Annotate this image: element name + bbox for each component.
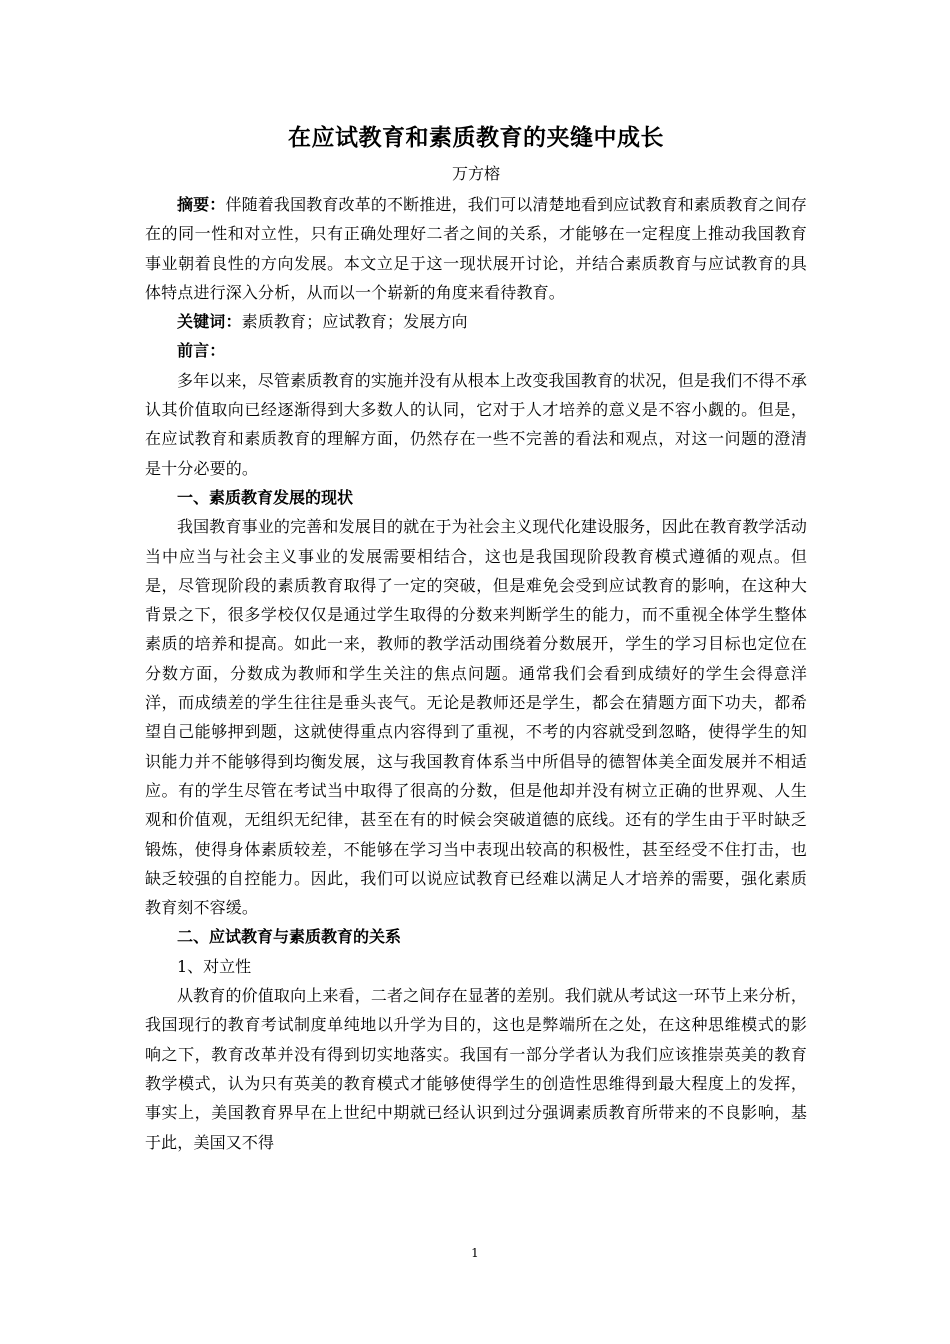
document-body bbox=[145, 116, 807, 1157]
section1-paragraph: 我国教育事业的完善和发展目的就在于为社会主义现代化建设服务，因此在教育教学活动当中应当与社会主义事业的发展需要相结合，这也是我国现阶段教育模式遵循的观点。但是，尽管现阶段的素质教育取得了一定的突破，但是难免会受到应试教育的影响，在这种大背景之下，很多学校仅仅是通过学生取得的分数来判断学生的能力，而不重视全体学生整体素质的培养和提高。如此一来，教师的教学活动围绕着分数展开，学生的学习目标也定位在分数方面，分数成为教师和学生关注的焦点问题。通常我们会看到成绩好的学生会得意洋洋，而成绩差的学生往往是垂头丧气。无论是教师还是学生，都会在猜题方面下功夫，都希望自己能够押到题，这就使得重点内容得到了重视，不考的内容就受到忽略，使得学生的知识能力并不能够得到均衡发展，这与我国教育体系当中所倡导的德智体美全面发展并不相适应。有的学生尽管在考试当中取得了很高的分数，但是他却并没有树立正确的世界观、人生观和价值观，无组织无纪律，甚至在有的时候会突破道德的底线。还有的学生由于平时缺乏锻炼，使得身体素质较差，不能够在学习当中表现出较高的积极性，甚至经受不住打击，也缺乏较强的自控能力。因此，我们可以说应试教育已经难以满足人才培养的需要，强化素质教育刻不容缓。 bbox=[145, 517, 807, 918]
section2-paragraph: 从教育的价值取向上来看，二者之间存在显著的差别。我们就从考试这一环节上来分析，我国现行的教育考试制度单纯地以升学为目的，这也是弊端所在之处，在这种思维模式的影响之下，教育改革并没有得到切实地落实。我国有一部分学者认为我们应该推崇英美的教育教学模式，认为只有英美的教育模式才能够使得学生的创造性思维得到最大程度上的发挥，事实上，美国教育界早在上世纪中期就已经认识到过分强调素质教育所带来的不良影响，基于此，美国又不得 bbox=[145, 986, 807, 1152]
author-name: 万方榕 bbox=[451, 164, 500, 183]
keywords-paragraph bbox=[145, 307, 807, 336]
section2-heading: 二、应试教育与素质教育的关系 bbox=[177, 927, 402, 947]
abstract-text: 伴随着我国教育改革的不断推进，我们可以清楚地看到应试教育和素质教育之间存在的同一性和对立性，只有正确处理好二者之间的关系，才能够在一定程度上推动我国教育事业朝着良性的方向发展。本文立足于这一现状展开讨论，并结合素质教育与应试教育的具体特点进行深入分析，从而以一个崭新的角度来看待教育。 bbox=[145, 195, 807, 302]
section1-heading: 一、素质教育发展的现状 bbox=[177, 487, 354, 507]
preface-label: 前言： bbox=[177, 341, 226, 361]
document-title: 在应试教育和素质教育的夹缝中成长 bbox=[288, 125, 664, 151]
section2-subheading: 1、对立性 bbox=[177, 956, 252, 976]
abstract-paragraph bbox=[145, 190, 807, 307]
preface-paragraph: 多年以来，尽管素质教育的实施并没有从根本上改变我国教育的状况，但是我们不得不承认其价值取向已经逐渐得到大多数人的认同，它对于人才培养的意义是不容小觑的。但是，在应试教育和素质教育的理解方面，仍然存在一些不完善的看法和观点，对这一问题的澄清是十分必要的。 bbox=[145, 370, 807, 478]
page-number: 1 bbox=[471, 1246, 479, 1260]
keywords-label: 关键词： bbox=[177, 312, 242, 332]
keywords-text: 素质教育；应试教育；发展方向 bbox=[241, 312, 468, 332]
preface-label-paragraph bbox=[145, 336, 807, 365]
abstract-label: 摘要： bbox=[177, 195, 226, 214]
